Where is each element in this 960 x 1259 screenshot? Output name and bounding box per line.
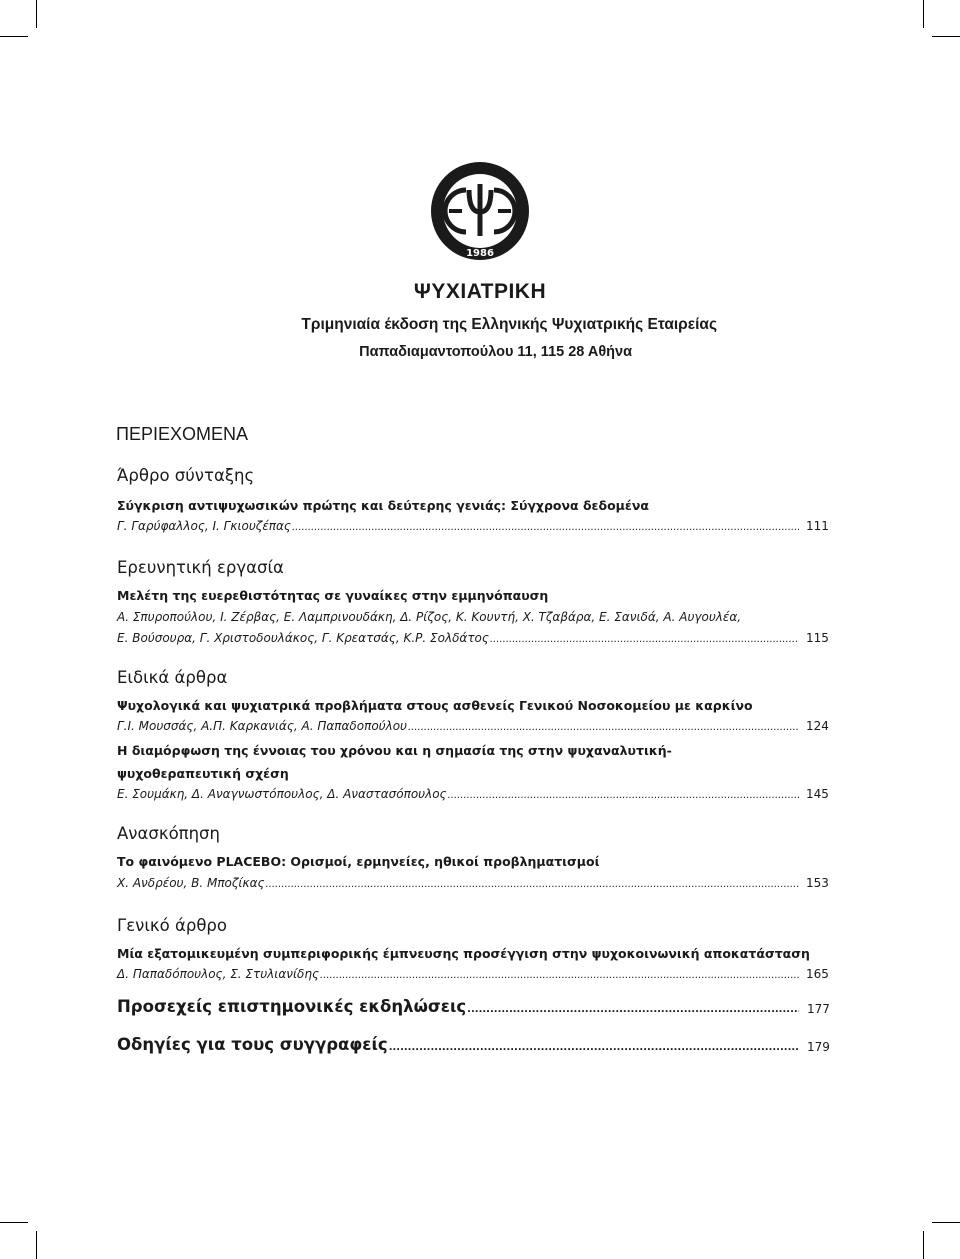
crop-mark <box>923 0 924 28</box>
toc-entry-events[interactable] <box>117 997 799 1016</box>
dot-leader <box>389 1042 799 1053</box>
entry-title: Προσεχείς επιστημονικές εκδηλώσεις <box>117 997 467 1016</box>
article-authors: Ε. Βούσουρα, Γ. Χριστοδουλάκος, Γ. Κρεατσάς, Κ.Ρ. Σολδάτος <box>117 631 489 645</box>
article-authors: Γ.Ι. Μουσσάς, Α.Π. Καρκανιάς, Α. Παπαδοπούλου <box>117 719 407 733</box>
article-authors: Ε. Σουμάκη, Δ. Αναγνωστόπουλος, Δ. Αναστασόπουλος <box>117 787 447 801</box>
article-authors-line[interactable] <box>117 876 799 890</box>
page-number: 153 <box>806 876 829 890</box>
section-heading: Ερευνητική εργασία <box>117 558 284 577</box>
dot-leader <box>467 1004 799 1015</box>
article-authors-line[interactable] <box>117 631 799 645</box>
article-authors: Χ. Ανδρέου, Β. Μποζίκας <box>117 876 265 890</box>
crop-mark <box>932 36 960 37</box>
toc-heading: ΠΕΡΙΕΧΟΜΕΝΑ <box>116 424 249 444</box>
dot-leader <box>266 879 799 890</box>
journal-title: ΨΥΧΙΑΤΡΙΚΗ <box>413 280 547 303</box>
article-title: Μελέτη της ευερεθιστότητας σε γυναίκες στην εμμηνόπαυση <box>117 588 549 603</box>
article-authors-line[interactable] <box>117 519 799 533</box>
article-title: Ψυχολογικά και ψυχιατρικά προβλήματα στους ασθενείς Γενικού Νοσοκομείου με καρκίνο <box>117 698 753 713</box>
section-heading: Ειδικά άρθρα <box>117 668 228 687</box>
article-title: Μία εξατομικευμένη συμπεριφορικής έμπνευσης προσέγγιση στην ψυχοκοινωνική αποκατάσταση <box>117 946 810 961</box>
society-logo-icon <box>429 160 531 262</box>
article-title: Η διαμόρφωση της έννοιας του χρόνου και η σημασία της στην ψυχαναλυτική- <box>117 743 672 758</box>
dot-leader <box>292 522 799 533</box>
crop-mark <box>932 1222 960 1223</box>
crop-mark <box>923 1231 924 1259</box>
crop-mark <box>0 36 28 37</box>
toc-entry-author-guidelines[interactable] <box>117 1035 799 1054</box>
entry-title: Οδηγίες για τους συγγραφείς <box>117 1035 388 1054</box>
crop-mark <box>36 1231 37 1259</box>
article-authors: Γ. Γαρύφαλλος, Ι. Γκιουζέπας <box>117 519 291 533</box>
dot-leader <box>320 970 799 981</box>
article-title: Το φαινόμενο PLACEBO: Ορισμοί, ερμηνείες, ηθικοί προβληματισμοί <box>117 854 600 869</box>
svg-text:1986: 1986 <box>466 248 494 259</box>
page-number: 179 <box>807 1040 830 1054</box>
page-number: 111 <box>806 519 829 533</box>
dot-leader <box>448 790 799 801</box>
article-authors-line[interactable] <box>117 967 799 981</box>
dot-leader <box>490 634 799 645</box>
page-number: 145 <box>806 787 829 801</box>
section-heading: Άρθρο σύνταξης <box>117 466 255 485</box>
article-title: ψυχοθεραπευτική σχέση <box>117 766 289 781</box>
article-authors: Δ. Παπαδόπουλος, Σ. Στυλιανίδης <box>117 967 320 981</box>
journal-address: Παπαδιαμαντοπούλου 11, 115 28 Αθήνα <box>359 344 632 360</box>
crop-mark <box>0 1222 28 1223</box>
article-authors: Α. Σπυροπούλου, Ι. Ζέρβας, Ε. Λαμπρινουδάκη, Δ. Ρίζος, Κ. Κουντή, Χ. Τζαβάρα, Ε. Σανιδά, Α. Αυγουλέα, <box>117 610 742 624</box>
article-authors-line[interactable] <box>117 719 799 733</box>
page-number: 177 <box>807 1002 830 1016</box>
article-title: Σύγκριση αντιψυχωσικών πρώτης και δεύτερης γενιάς: Σύγχρονα δεδομένα <box>117 498 649 513</box>
section-heading: Ανασκόπηση <box>117 824 220 843</box>
page-number: 165 <box>806 967 829 981</box>
page-number: 124 <box>806 719 829 733</box>
section-heading: Γενικό άρθρο <box>117 916 227 935</box>
journal-subtitle: Τριμηνιαία έκδοση της Ελληνικής Ψυχιατρικής Εταιρείας <box>301 316 717 333</box>
dot-leader <box>408 722 799 733</box>
article-authors-line[interactable] <box>117 787 799 801</box>
page-number: 115 <box>806 631 829 645</box>
crop-mark <box>36 0 37 28</box>
